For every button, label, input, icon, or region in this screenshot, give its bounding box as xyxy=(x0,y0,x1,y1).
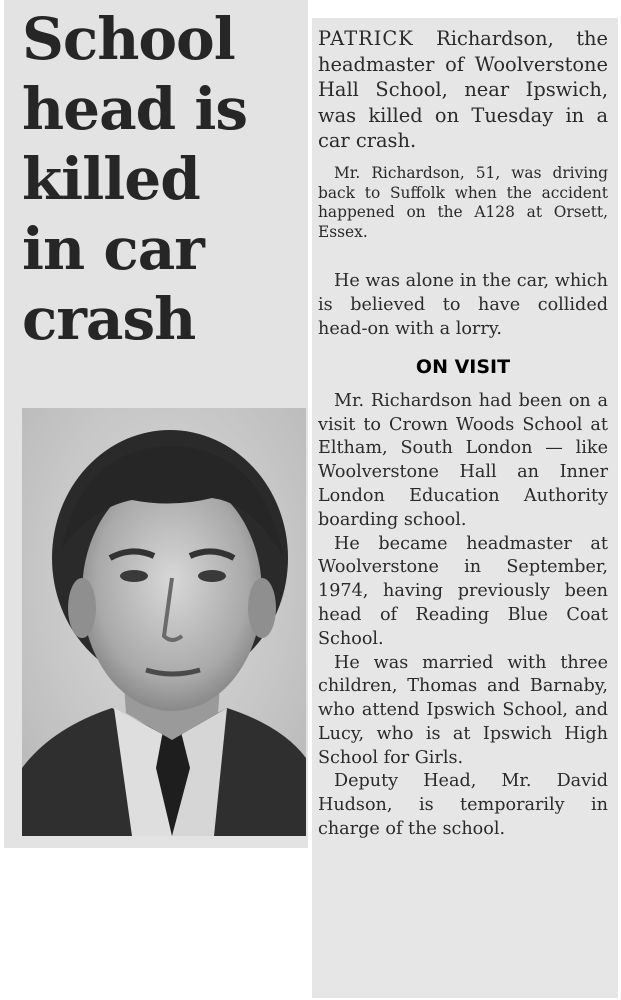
article-paragraph: He became headmaster at Woolverstone in September, 1974, having previously been head of Reading Blue Coat School. xyxy=(318,533,608,649)
article-paragraph: Mr. Richardson, 51, was driving back to Suffolk when the accident happened on the A128 at Orsett, Essex. xyxy=(318,163,608,241)
article-paragraph: He was alone in the car, which is believed to have collided head-on with a lorry. xyxy=(318,271,608,339)
article-paragraph: Deputy Head, Mr. David Hudson, is temporarily in charge of the school. xyxy=(318,771,608,840)
lede-name: PATRICK xyxy=(318,27,414,50)
article-lede xyxy=(318,26,608,154)
portrait-photo-icon xyxy=(22,408,306,836)
lede-text: Richardson, the headmaster of Woolverstone Hall School, near Ipswich, was killed on Tuesday in a car crash. xyxy=(318,27,608,153)
headline-line: in car xyxy=(22,215,204,283)
headline xyxy=(22,4,302,354)
article-paragraph: Mr. Richardson had been on a visit to Crown Woods School at Eltham, South London — like Woolverstone Hall an Inner London Education Authority boarding school. xyxy=(318,390,608,530)
headline-line: crash xyxy=(22,285,196,353)
headline-line: School xyxy=(22,5,235,73)
portrait-photo xyxy=(22,408,306,836)
article-clipping xyxy=(312,18,618,998)
headline-clipping xyxy=(4,0,308,848)
subheading: ON VISIT xyxy=(415,355,511,378)
headline-line: killed xyxy=(22,145,200,213)
headline-line: head is xyxy=(22,75,248,143)
article-body xyxy=(318,26,608,842)
article-paragraph: He was married with three children, Thomas and Barnaby, who attend Ipswich School, and Lucy, who is at Ipswich High School for Girls. xyxy=(318,652,608,768)
